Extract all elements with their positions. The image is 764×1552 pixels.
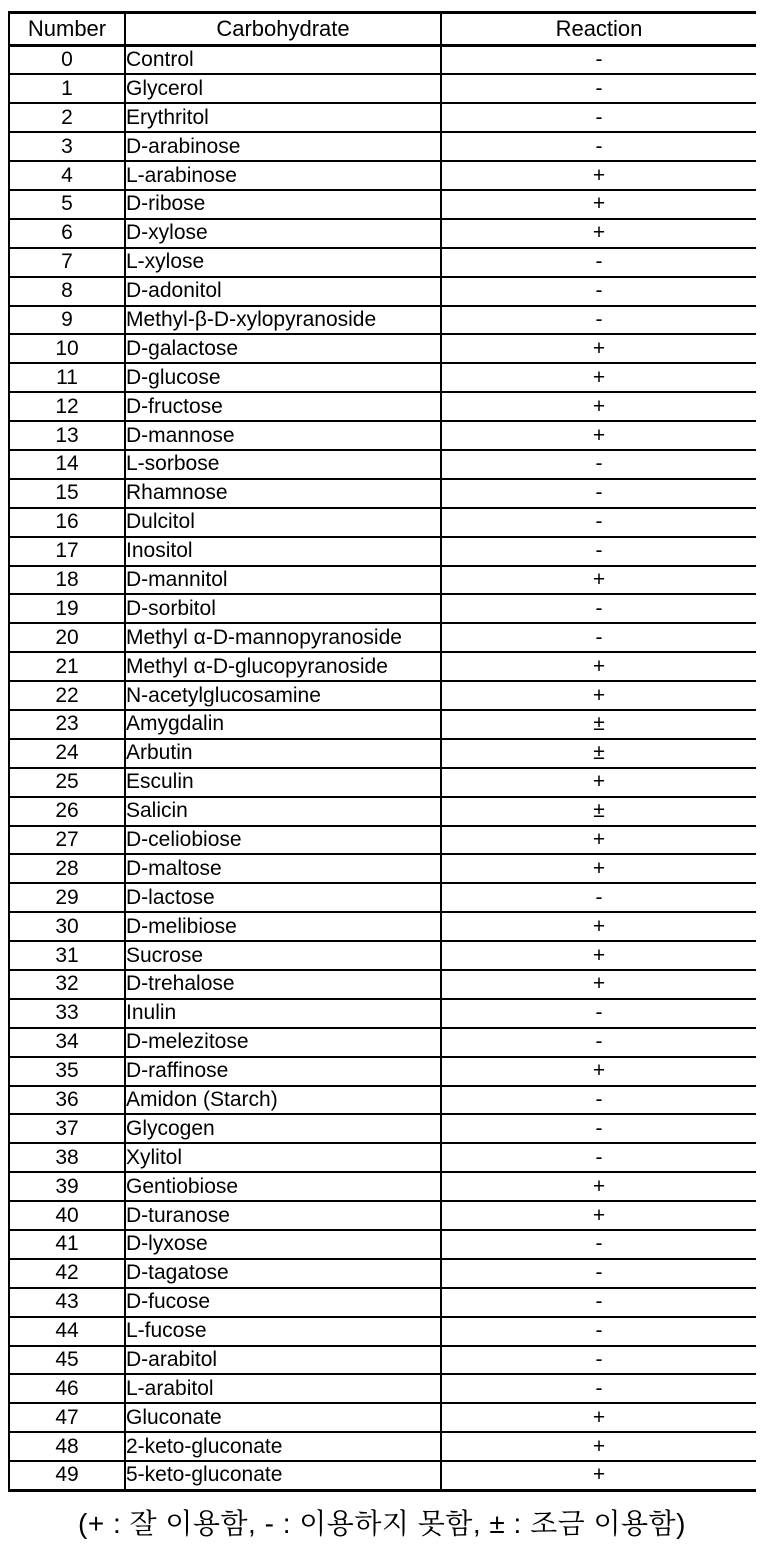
number-cell: 16 xyxy=(9,508,125,537)
reaction-cell: + xyxy=(441,854,756,883)
number-cell: 39 xyxy=(9,1172,125,1201)
carbohydrate-reaction-table xyxy=(8,11,756,1492)
reaction-cell: - xyxy=(441,132,756,161)
reaction-cell: - xyxy=(441,537,756,566)
carbohydrate-cell: Dulcitol xyxy=(125,508,441,537)
number-cell: 49 xyxy=(9,1461,125,1490)
reaction-cell: - xyxy=(441,623,756,652)
carbohydrate-cell: Inulin xyxy=(125,999,441,1028)
table-row xyxy=(9,132,756,161)
number-cell: 38 xyxy=(9,1143,125,1172)
reaction-cell: - xyxy=(441,1086,756,1115)
reaction-cell: + xyxy=(441,566,756,595)
reaction-cell: + xyxy=(441,970,756,999)
table-row xyxy=(9,248,756,277)
column-header-reaction: Reaction xyxy=(441,13,756,46)
number-cell: 3 xyxy=(9,132,125,161)
carbohydrate-cell: L-xylose xyxy=(125,248,441,277)
carbohydrate-cell: D-xylose xyxy=(125,219,441,248)
number-cell: 2 xyxy=(9,103,125,132)
table-row xyxy=(9,826,756,855)
reaction-cell: - xyxy=(441,1143,756,1172)
reaction-cell: - xyxy=(441,594,756,623)
carbohydrate-cell: D-arabinose xyxy=(125,132,441,161)
reaction-cell: - xyxy=(441,277,756,306)
number-cell: 47 xyxy=(9,1403,125,1432)
table-row xyxy=(9,594,756,623)
reaction-cell: + xyxy=(441,421,756,450)
carbohydrate-cell: D-galactose xyxy=(125,334,441,363)
number-cell: 29 xyxy=(9,883,125,912)
reaction-cell: + xyxy=(441,1461,756,1490)
column-header-carbohydrate: Carbohydrate xyxy=(125,13,441,46)
table-row xyxy=(9,508,756,537)
table-row xyxy=(9,190,756,219)
carbohydrate-cell: D-mannitol xyxy=(125,566,441,595)
table-row xyxy=(9,768,756,797)
carbohydrate-cell: D-lyxose xyxy=(125,1230,441,1259)
number-cell: 19 xyxy=(9,594,125,623)
number-cell: 14 xyxy=(9,450,125,479)
table-row xyxy=(9,883,756,912)
number-cell: 44 xyxy=(9,1317,125,1346)
table-row xyxy=(9,1028,756,1057)
table-row xyxy=(9,46,756,75)
reaction-cell: - xyxy=(441,103,756,132)
table-row xyxy=(9,392,756,421)
number-cell: 24 xyxy=(9,739,125,768)
number-cell: 7 xyxy=(9,248,125,277)
carbohydrate-cell: Control xyxy=(125,46,441,75)
reaction-cell: ± xyxy=(441,710,756,739)
number-cell: 1 xyxy=(9,74,125,103)
number-cell: 37 xyxy=(9,1114,125,1143)
reaction-cell: - xyxy=(441,1028,756,1057)
carbohydrate-cell: Esculin xyxy=(125,768,441,797)
carbohydrate-cell: L-sorbose xyxy=(125,450,441,479)
table-row xyxy=(9,537,756,566)
table-row xyxy=(9,1317,756,1346)
number-cell: 23 xyxy=(9,710,125,739)
carbohydrate-cell: D-celiobiose xyxy=(125,826,441,855)
table-row xyxy=(9,566,756,595)
reaction-cell: + xyxy=(441,912,756,941)
reaction-cell: + xyxy=(441,1172,756,1201)
reaction-cell: - xyxy=(441,450,756,479)
reaction-cell: - xyxy=(441,1114,756,1143)
number-cell: 46 xyxy=(9,1374,125,1403)
carbohydrate-cell: Methyl α-D-mannopyranoside xyxy=(125,623,441,652)
carbohydrate-cell: Salicin xyxy=(125,797,441,826)
number-cell: 43 xyxy=(9,1288,125,1317)
carbohydrate-cell: L-fucose xyxy=(125,1317,441,1346)
table-row xyxy=(9,1432,756,1461)
carbohydrate-cell: 2-keto-gluconate xyxy=(125,1432,441,1461)
carbohydrate-cell: D-lactose xyxy=(125,883,441,912)
reaction-cell: + xyxy=(441,334,756,363)
carbohydrate-cell: D-mannose xyxy=(125,421,441,450)
carbohydrate-cell: Methyl-β-D-xylopyranoside xyxy=(125,306,441,335)
reaction-cell: - xyxy=(441,1288,756,1317)
carbohydrate-cell: D-raffinose xyxy=(125,1057,441,1086)
carbohydrate-cell: D-ribose xyxy=(125,190,441,219)
number-cell: 31 xyxy=(9,941,125,970)
table-row xyxy=(9,1259,756,1288)
number-cell: 30 xyxy=(9,912,125,941)
carbohydrate-cell: D-trehalose xyxy=(125,970,441,999)
number-cell: 33 xyxy=(9,999,125,1028)
table-row xyxy=(9,1230,756,1259)
table-row xyxy=(9,479,756,508)
reaction-cell: + xyxy=(441,363,756,392)
reaction-cell: - xyxy=(441,1374,756,1403)
table-row xyxy=(9,912,756,941)
reaction-cell: - xyxy=(441,1317,756,1346)
number-cell: 18 xyxy=(9,566,125,595)
reaction-cell: + xyxy=(441,941,756,970)
table-row xyxy=(9,161,756,190)
reaction-cell: + xyxy=(441,1201,756,1230)
table-row xyxy=(9,854,756,883)
table-row xyxy=(9,999,756,1028)
carbohydrate-cell: Arbutin xyxy=(125,739,441,768)
table-row xyxy=(9,1086,756,1115)
number-cell: 36 xyxy=(9,1086,125,1115)
reaction-cell: + xyxy=(441,161,756,190)
carbohydrate-cell: Xylitol xyxy=(125,1143,441,1172)
reaction-cell: + xyxy=(441,219,756,248)
carbohydrate-cell: L-arabitol xyxy=(125,1374,441,1403)
carbohydrate-cell: 5-keto-gluconate xyxy=(125,1461,441,1490)
reaction-cell: + xyxy=(441,652,756,681)
table-row xyxy=(9,74,756,103)
number-cell: 40 xyxy=(9,1201,125,1230)
reaction-cell: - xyxy=(441,999,756,1028)
table-row xyxy=(9,219,756,248)
table-row xyxy=(9,797,756,826)
table-row xyxy=(9,1143,756,1172)
reaction-cell: + xyxy=(441,1432,756,1461)
carbohydrate-cell: Gluconate xyxy=(125,1403,441,1432)
reaction-cell: - xyxy=(441,508,756,537)
number-cell: 8 xyxy=(9,277,125,306)
reaction-cell: - xyxy=(441,883,756,912)
table-row xyxy=(9,1461,756,1490)
table-row xyxy=(9,1403,756,1432)
table-row xyxy=(9,1288,756,1317)
number-cell: 0 xyxy=(9,46,125,75)
table-row xyxy=(9,1201,756,1230)
number-cell: 10 xyxy=(9,334,125,363)
number-cell: 32 xyxy=(9,970,125,999)
carbohydrate-cell: D-fucose xyxy=(125,1288,441,1317)
number-cell: 28 xyxy=(9,854,125,883)
carbohydrate-cell: Inositol xyxy=(125,537,441,566)
carbohydrate-cell: Sucrose xyxy=(125,941,441,970)
carbohydrate-cell: Methyl α-D-glucopyranoside xyxy=(125,652,441,681)
table-row xyxy=(9,1346,756,1375)
reaction-cell: - xyxy=(441,479,756,508)
reaction-cell: - xyxy=(441,1259,756,1288)
reaction-cell: + xyxy=(441,681,756,710)
number-cell: 4 xyxy=(9,161,125,190)
carbohydrate-cell: D-fructose xyxy=(125,392,441,421)
number-cell: 6 xyxy=(9,219,125,248)
number-cell: 42 xyxy=(9,1259,125,1288)
table-row xyxy=(9,363,756,392)
number-cell: 15 xyxy=(9,479,125,508)
carbohydrate-cell: D-tagatose xyxy=(125,1259,441,1288)
table-row xyxy=(9,334,756,363)
number-cell: 41 xyxy=(9,1230,125,1259)
carbohydrate-cell: L-arabinose xyxy=(125,161,441,190)
table-row xyxy=(9,103,756,132)
column-header-number: Number xyxy=(9,13,125,46)
reaction-cell: - xyxy=(441,1230,756,1259)
table-row xyxy=(9,306,756,335)
table-row xyxy=(9,450,756,479)
number-cell: 25 xyxy=(9,768,125,797)
carbohydrate-cell: Glycogen xyxy=(125,1114,441,1143)
number-cell: 13 xyxy=(9,421,125,450)
reaction-cell: - xyxy=(441,74,756,103)
number-cell: 20 xyxy=(9,623,125,652)
number-cell: 11 xyxy=(9,363,125,392)
number-cell: 35 xyxy=(9,1057,125,1086)
table-row xyxy=(9,1114,756,1143)
table-row xyxy=(9,1057,756,1086)
table-row xyxy=(9,710,756,739)
number-cell: 22 xyxy=(9,681,125,710)
reaction-cell: - xyxy=(441,248,756,277)
table-body xyxy=(9,46,756,1491)
reaction-cell: ± xyxy=(441,739,756,768)
carbohydrate-cell: D-adonitol xyxy=(125,277,441,306)
number-cell: 12 xyxy=(9,392,125,421)
number-cell: 17 xyxy=(9,537,125,566)
table-header-row xyxy=(9,13,756,46)
number-cell: 27 xyxy=(9,826,125,855)
table-row xyxy=(9,1374,756,1403)
reaction-cell: + xyxy=(441,768,756,797)
carbohydrate-cell: D-maltose xyxy=(125,854,441,883)
number-cell: 5 xyxy=(9,190,125,219)
reaction-cell: + xyxy=(441,1403,756,1432)
carbohydrate-cell: N-acetylglucosamine xyxy=(125,681,441,710)
reaction-cell: - xyxy=(441,306,756,335)
table-row xyxy=(9,739,756,768)
table-row xyxy=(9,623,756,652)
table-row xyxy=(9,652,756,681)
carbohydrate-cell: Erythritol xyxy=(125,103,441,132)
reaction-cell: + xyxy=(441,1057,756,1086)
number-cell: 34 xyxy=(9,1028,125,1057)
table-row xyxy=(9,1172,756,1201)
number-cell: 21 xyxy=(9,652,125,681)
table-row xyxy=(9,277,756,306)
reaction-cell: + xyxy=(441,190,756,219)
carbohydrate-cell: Glycerol xyxy=(125,74,441,103)
number-cell: 48 xyxy=(9,1432,125,1461)
number-cell: 26 xyxy=(9,797,125,826)
table-row xyxy=(9,941,756,970)
number-cell: 45 xyxy=(9,1346,125,1375)
table-row xyxy=(9,421,756,450)
carbohydrate-cell: D-glucose xyxy=(125,363,441,392)
carbohydrate-cell: D-arabitol xyxy=(125,1346,441,1375)
carbohydrate-cell: D-turanose xyxy=(125,1201,441,1230)
reaction-cell: ± xyxy=(441,797,756,826)
reaction-cell: + xyxy=(441,826,756,855)
reaction-cell: - xyxy=(441,1346,756,1375)
carbohydrate-cell: Amidon (Starch) xyxy=(125,1086,441,1115)
carbohydrate-cell: D-sorbitol xyxy=(125,594,441,623)
carbohydrate-cell: Rhamnose xyxy=(125,479,441,508)
number-cell: 9 xyxy=(9,306,125,335)
legend-text: (+ : 잘 이용함, - : 이용하지 못함, ± : 조금 이용함) xyxy=(78,1508,686,1539)
carbohydrate-cell: D-melezitose xyxy=(125,1028,441,1057)
carbohydrate-cell: Amygdalin xyxy=(125,710,441,739)
reaction-cell: + xyxy=(441,392,756,421)
carbohydrate-cell: D-melibiose xyxy=(125,912,441,941)
reaction-cell: - xyxy=(441,46,756,75)
table-row xyxy=(9,970,756,999)
table-row xyxy=(9,681,756,710)
carbohydrate-cell: Gentiobiose xyxy=(125,1172,441,1201)
